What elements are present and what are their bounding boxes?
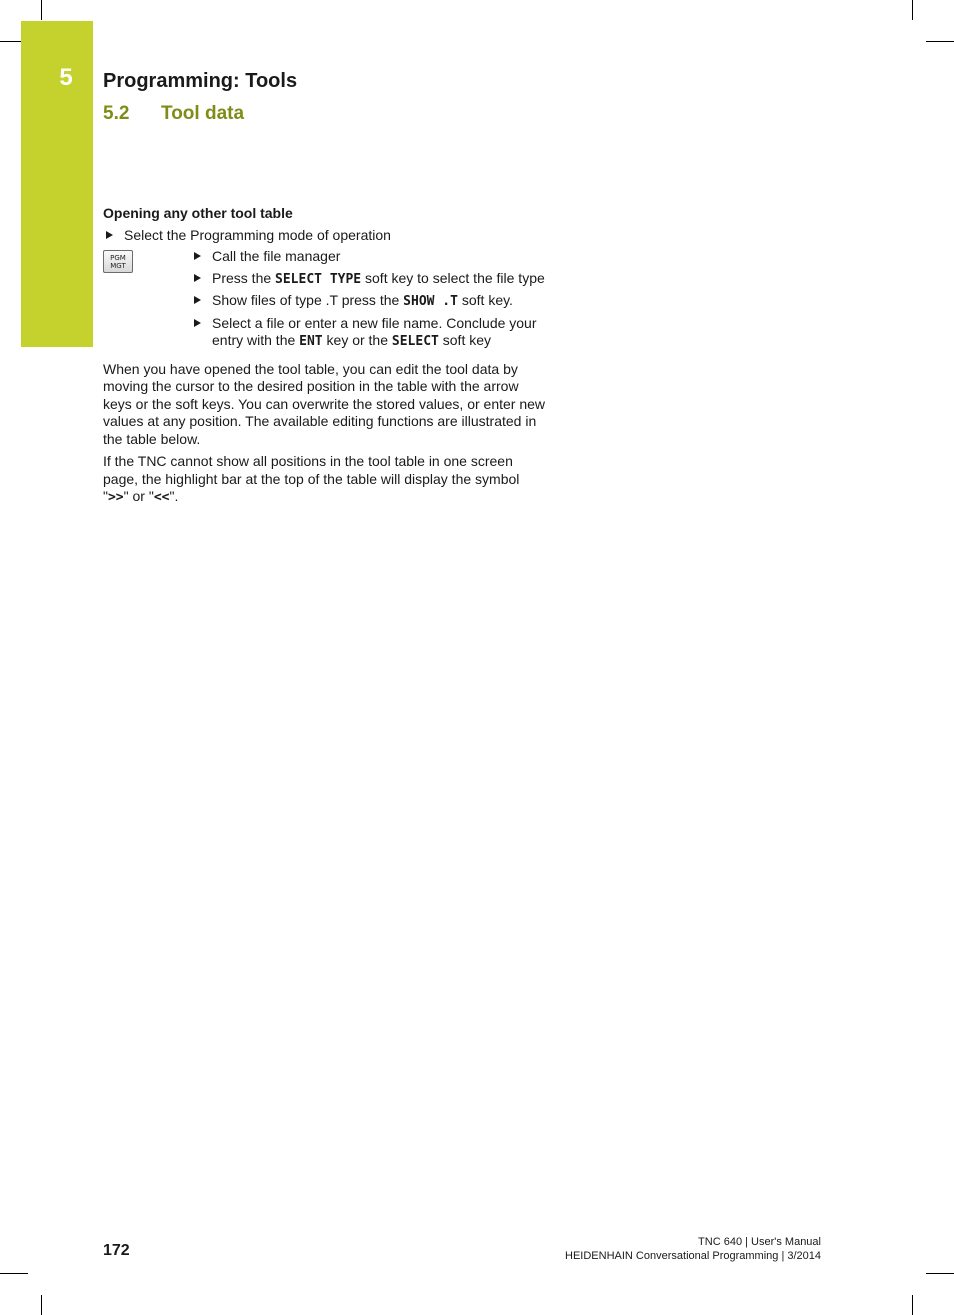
main-content (103, 205, 548, 507)
text-run: soft key (438, 332, 492, 348)
triangle-bullet-icon (106, 231, 113, 239)
key-step-group (103, 248, 548, 351)
pgm-mgt-key-icon (103, 250, 133, 273)
section-title: Tool data (161, 103, 245, 124)
step-item (191, 270, 548, 289)
step-text (212, 270, 545, 286)
body-paragraph (103, 453, 548, 507)
step-item (191, 315, 548, 351)
subheading: Opening any other tool table (103, 205, 293, 221)
step-item (191, 292, 548, 311)
triangle-bullet-icon (194, 252, 201, 260)
crop-mark (912, 0, 913, 20)
text-run: Select a file or enter a new file name. Conclude your entry with the (212, 314, 537, 348)
text-run: Show files of type .T press the (212, 292, 404, 308)
footer (565, 1235, 821, 1263)
crop-mark (926, 1273, 954, 1274)
step-text: Call the file manager (212, 248, 341, 264)
chapter-tab (21, 21, 93, 347)
text-run: If the TNC cannot show all positions in the tool table in one screen page, the highlight bar at the top of the table will display the symbol " (103, 453, 520, 504)
page-number: 172 (103, 1242, 130, 1259)
softkey-name: SELECT TYPE (275, 271, 362, 287)
section-number: 5.2 (103, 103, 130, 124)
triangle-bullet-icon (194, 296, 201, 304)
symbol-text: >> (107, 490, 124, 505)
crop-mark (41, 1295, 42, 1315)
step-item (103, 227, 548, 245)
crop-mark (0, 1273, 28, 1274)
footer-line: HEIDENHAIN Conversational Programming | 3/2014 (565, 1250, 821, 1262)
key-steps (191, 248, 548, 351)
text-run: soft key to select the file type (361, 269, 545, 286)
text-run: soft key. (457, 292, 513, 308)
step-item (191, 248, 548, 266)
text-run: ". (169, 488, 179, 504)
softkey-name: SHOW .T (403, 294, 458, 309)
triangle-bullet-icon (194, 319, 201, 327)
key-label-line2: MGT (110, 261, 126, 270)
softkey-name: SELECT (391, 334, 439, 349)
section-heading (103, 103, 244, 125)
key-name: ENT (299, 334, 323, 349)
crop-mark (41, 0, 42, 20)
step-text (212, 292, 513, 308)
footer-line: TNC 640 | User's Manual (698, 1236, 821, 1248)
chapter-title: Programming: Tools (103, 70, 298, 92)
chapter-number: 5 (59, 64, 73, 91)
symbol-text: << (153, 490, 170, 505)
key-label-line1: PGM (110, 253, 126, 262)
crop-mark (926, 41, 954, 42)
step-text: Select the Programming mode of operation (124, 226, 391, 243)
body-paragraph: When you have opened the tool table, you can edit the tool data by moving the cursor to the desired position in the table with the arrow keys or the soft keys. You can overwrite the stored values, or enter new values at any position. The available editing functions are illustrated in the table below. (103, 360, 546, 447)
text-run: Press the (212, 269, 276, 286)
step-text (212, 315, 537, 349)
triangle-bullet-icon (194, 274, 201, 282)
text-run: key or the (322, 332, 392, 348)
text-run: " or " (123, 488, 154, 504)
crop-mark (912, 1295, 913, 1315)
